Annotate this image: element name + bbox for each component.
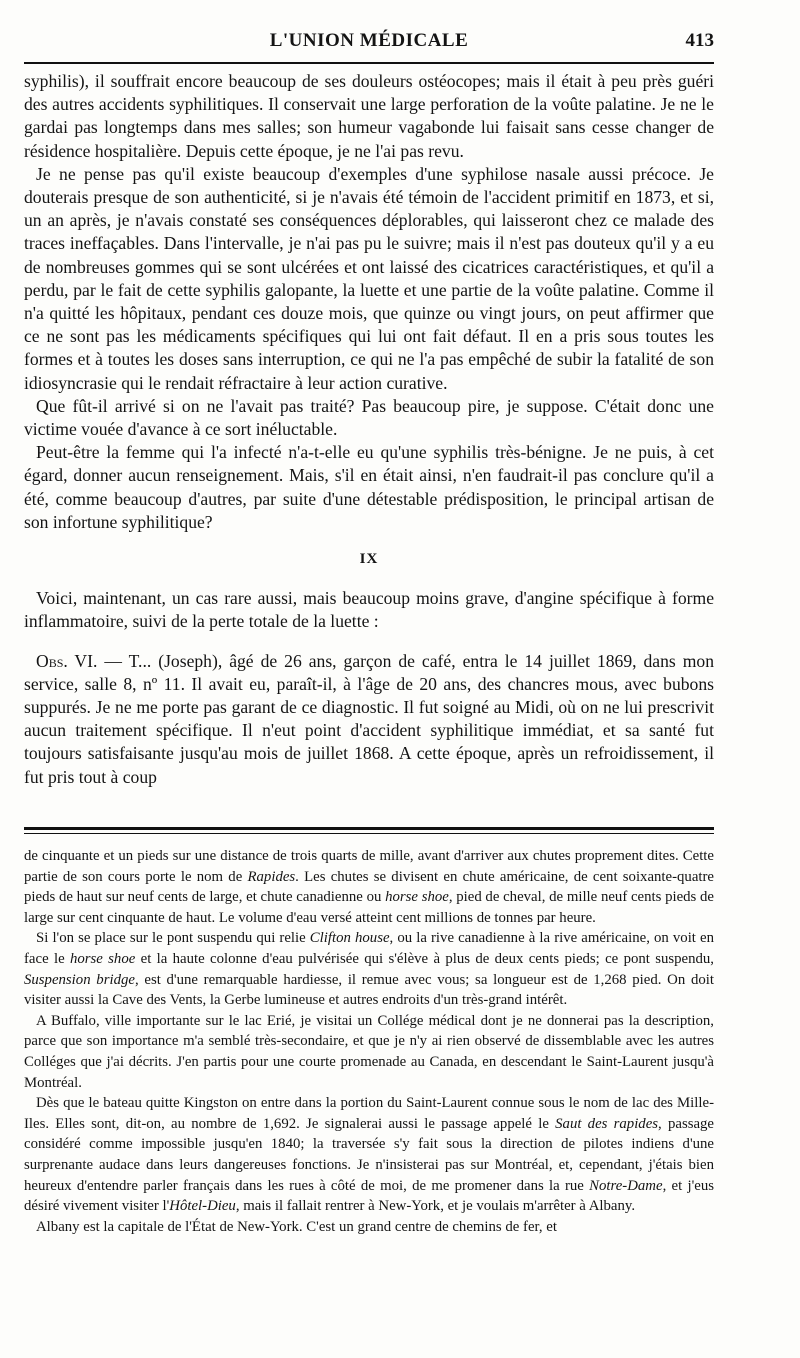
italic-run: Saut des rapides xyxy=(555,1115,659,1132)
italic-run: Notre-Dame xyxy=(589,1177,663,1194)
feuilleton-text xyxy=(24,846,714,1237)
paragraph-continuation: syphilis), il souffrait encore beaucoup de ses douleurs ostéocopes; mais il était à peu près guéri des autres accidents syphilitiques. Il conservait une large perforation de la voûte palatine. Je ne le gardai pas longtemps dans mes salles; son humeur vagabonde lui faisait sans cesse changer de résidence hospitalière. Depuis cette époque, je ne l'ai pas revu. xyxy=(24,71,714,161)
text-run: Dès que le bateau quitte Kingston on entre dans la portion du Saint-Laurent connue sous le nom de lac des Mille-Iles. Elles sont, dit-on, au nombre de 1,692. Je signalerai aussi le passage appelé le xyxy=(24,1095,714,1132)
section-number: IX xyxy=(359,551,379,568)
text-run: , est d'une remarquable hardiesse, il remue avec vous; sa longueur est de 1,268 pied. On doit visiter aussi la Cave des Vents, la Gerbe lumineuse et autres endroits d'un très-grand intérêt. xyxy=(24,971,714,1009)
section-intro: Voici, maintenant, un cas rare aussi, mais beaucoup moins grave, d'angine spécifique à forme inflammatoire, suivi de la perte totale de la luette : xyxy=(24,588,714,632)
note-paragraph xyxy=(24,846,714,928)
observation-label: Obs. VI. xyxy=(36,650,98,671)
note-paragraph xyxy=(24,928,714,1010)
paragraph: Peut-être la femme qui l'a infecté n'a-t-elle eu qu'une syphilis très-bénigne. Je ne puis, à cet égard, donner aucun renseignement. Mais, s'il en était ainsi, n'en faudrait-il pas conclure qu'il a été, comme beaucoup d'autres, par suite d'une détestable prédisposition, le principal artisan de son infortune syphilitique? xyxy=(24,442,714,532)
italic-run: Suspension bridge xyxy=(24,971,135,988)
footnote-rule-bottom xyxy=(24,833,714,834)
observation-paragraph xyxy=(24,650,714,789)
text-run: de cinquante et un pieds sur une distance de trois quarts de mille, avant d'arriver aux chutes proprement dites. Cette partie de son cours porte le nom de xyxy=(24,848,714,885)
italic-run: Clifton house xyxy=(309,930,390,947)
observation-text: — T... (Joseph), âgé de 26 ans, garçon de café, entra le 14 juillet 1869, dans mon service, salle 8, nº 11. Il avait eu, paraît-il, à l'âge de 20 ans, des chancres mous, avec bubons suppurés. Je ne me porte pas garant de ce diagnostic. Il fut soigné au Midi, où on ne lui prescrivit aucun traitement spécifique. Il n'eut point d'accident syphilitique immédiat, et sa santé fut toujours satisfaisante jusqu'au mois de juillet 1868. A cette époque, après un refroidissement, il fut pris tout à coup xyxy=(24,650,715,787)
text-run: et la haute colonne d'eau pulvérisée qui s'élève à plus de deux cents pieds; ce pont suspendu, xyxy=(135,950,714,967)
text-run: , pied de cheval, de mille neuf cents pieds de large sur cent cinquante de haut. Le volume d'eau versé atteint cent millions de tonnes par heure. xyxy=(24,889,714,926)
footnote-rule-top xyxy=(24,827,714,830)
text-run: , mais il fallait rentrer à New-York, et je voulais m'arrêter à Albany. xyxy=(235,1198,636,1215)
paragraph: Je ne pense pas qu'il existe beaucoup d'exemples d'une syphilose nasale aussi précoce. Je douterais presque de son authenticité, si je n'avais été témoin de l'accident primitif en 1873, et si, un an après, je n'avais constaté ses conséquences déplorables, qui laisseront chez ce malade des traces ineffaçables. Dans l'intervalle, je n'ai pas pu le suivre; mais il n'est pas douteux qu'il y a eu de nombreuses gommes qui se sont ulcérées et ont laissé des cicatrices caractéristiques, et qu'il a perdu, par le fait de cette syphilis galopante, la luette et une partie de la voûte palatine. Comme il n'a quitté les hôpitaux, pendant ces douze mois, que quinze ou vingt jours, on peut affirmer que ce ne sont pas les médicaments spécifiques qui lui ont fait défaut. Il en a pris sous toutes les formes et à toutes les doses sans interruption, ce qui ne l'a pas empêché de subir la fatalité de son idiosyncrasie qui le rendait réfractaire à leur action curative. xyxy=(24,163,714,393)
text-run: Si l'on se place sur le pont suspendu qui relie xyxy=(36,930,310,947)
note-paragraph: A Buffalo, ville importante sur le lac Erié, je visitai un Collége médical dont je ne donnerai pas la description, parce que son importance m'a semblé très-secondaire, et que je n'y ai rien observé de dissemblable avec les autres Colléges que j'ai décrits. J'en partis pour une courte promenade au Canada, en descendant le Saint-Laurent jusqu'à Montréal. xyxy=(24,1012,714,1091)
text-run: , et j'eus désiré vivement visiter l' xyxy=(24,1177,714,1215)
italic-run: horse shoe xyxy=(69,950,136,967)
page-number: 413 xyxy=(685,30,714,51)
note-paragraph: Albany est la capitale de l'État de New-York. C'est un grand centre de chemins de fer, et xyxy=(36,1218,557,1235)
text-run: , passage considéré comme impossible jusqu'en 1840; la traversée s'y fait sous la direction de pilotes indiens d'une surprenante audace dans leurs dangereuses fonctions. Je n'insisterai pas sur Montréal, et, cependant, j'étais bien heureux d'entendre parler français dans les rues à côté de moi, de me promener dans la rue xyxy=(24,1115,714,1194)
journal-title: L'UNION MÉDICALE xyxy=(269,30,469,51)
text-run: . Les chutes se divisent en chute américaine, de cent soixante-quatre pieds de haut sur neuf cents de large, et chute canadienne ou xyxy=(24,868,714,906)
main-text xyxy=(24,70,714,789)
italic-run: horse shoe xyxy=(385,889,449,906)
note-paragraph xyxy=(24,1093,714,1217)
paragraph: Que fût-il arrivé si on ne l'avait pas traité? Pas beaucoup pire, je suppose. C'était donc une victime vouée d'avance à ce sort inéluctable. xyxy=(24,395,714,440)
header-rule xyxy=(24,62,714,64)
text-run: , ou la rive canadienne à la rive américaine, on voit en face le xyxy=(24,930,714,967)
running-header xyxy=(24,22,714,56)
italic-run: Hôtel-Dieu xyxy=(169,1198,236,1215)
italic-run: Rapides xyxy=(247,868,296,885)
